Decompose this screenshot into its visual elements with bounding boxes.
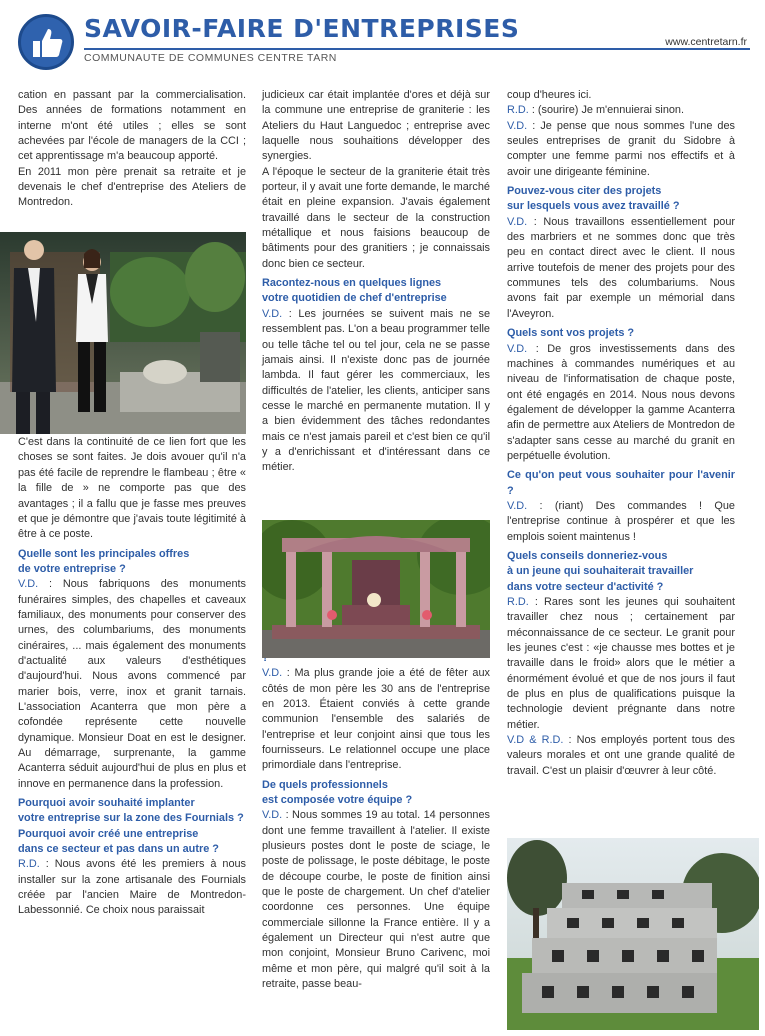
question: à un jeune qui souhaiterait travailler — [507, 565, 694, 578]
answer: V.D. : Nous fabriquons des monuments funéraires simples, des chapelles et caveaux familiaux, des monuments pour conserver des urnes, des columbariums, des monuments cinéraires, ... mais également des monuments d'actualité aux valeurs d'esthétiques d'aujourd'hui. Nous avons commencé par marier bois, verre, inox et granit tarnais. L'association Acanterra que mon père a cofondée représente cette nouvelle dynamique. Monsieur Doat en est le designer. Au démarrage, surprenante, la gamme Acanterra séduit aujourd'hui de plus en plus et innove en permanence dans la profession. — [18, 578, 246, 790]
question: de votre entreprise ? — [18, 562, 126, 575]
website-link[interactable]: www.centretarn.fr — [665, 36, 747, 48]
paragraph: A l'époque le secteur de la graniterie était très porteur, il y avait une forte demande, le marché était en pleine expansion. J'avais également travaillé dans le secteur de la construction métallique et nous faisions beaucoup de bâtiments pour des granitiers ; je connaissais donc bien ce secteur. — [262, 165, 490, 270]
answer: R.D. : Rares sont les jeunes qui souhaitent travailler chez nous ; certainement par méconnaissance de ce secteur. Le granit pour les jeunes c'est : «je chausse mes bottes et je travaille dans le froid» alors que le métier a énormément évolué et que de nos jours il faut de plus en plus de qualifications puisque la technologie devient prégnante dans notre métier. — [507, 596, 735, 731]
speaker: V.D. — [262, 809, 283, 822]
question: votre entreprise sur la zone des Fournials ? — [18, 812, 244, 825]
answer: V.D & R.D. : Nos employés portent tous des valeurs morales et ont une grande qualité de travail. C'est un plaisir d'œuvrer à leur côté. — [507, 734, 735, 777]
question: Racontez-nous en quelques lignes — [262, 277, 442, 290]
thumbs-up-icon — [29, 25, 65, 61]
answer: V.D. : Nous sommes 19 au total. 14 personnes dont une femme travaillent à l'atelier. Il existe plusieurs postes dont le poste de sciage, le poste de polissage, le poste débitage, le poste de découpe courbe, le poste de finition ainsi que le poste de chargement. Un chef d'atelier coordonne ces personnes. Une équipe commerciale sillonne la France entière. Il y a également un Directeur qui n'est autre que mon conjoint, Monsieur Bruno Carivenc, moi même et mon père, qui malgré qu'il soit à la retraite, passe beau- — [262, 809, 490, 991]
answer: V.D. : Ma plus grande joie a été de fêter aux côtés de mon père les 30 ans de l'entreprise en 2013. Étaient conviés à cette grande communion l'ensemble des salariés de l'entreprise et leur conjoint ainsi que tous les fournisseurs. Le relationnel occupe une place primordiale dans l'entreprise. — [262, 667, 490, 772]
answer: R.D. : (sourire) Je m'ennuierai sinon. — [507, 104, 685, 117]
question: dans ce secteur et pas dans un autre ? — [18, 843, 219, 856]
paragraph: En 2011 mon père prenait sa retraite et je devenais le chef d'entreprise des Ateliers de Montredon. — [18, 165, 246, 209]
answer: V.D. : Les journées se suivent mais ne se ressemblent pas. L'on a beau programmer telle ou telle tâche tel ou tel jour, cela ne se passe jamais ainsi. Il n'existe donc pas de journée lambda. Il faut gérer les commerciaux, les difficultés de l'atelier, les clients, anticiper sans cesse le marché en permanente mutation. Il y a bien évidemment des tâches redondantes mais ce n'est jamais pareil et c'est bien ce qu'il y a d'enrichissant et d'intéressant dans ce métier. — [262, 307, 490, 474]
photo-monument-chapel — [262, 520, 490, 658]
column-1 — [18, 88, 246, 919]
speaker: V.D & R.D. — [507, 734, 564, 747]
question: Quelle sont les principales offres — [18, 547, 190, 560]
speaker: R.D. — [18, 858, 40, 871]
speaker: V.D. — [507, 215, 528, 228]
speaker: V.D. — [262, 307, 283, 320]
speaker: V.D. — [262, 667, 283, 680]
photo-columbarium — [507, 838, 759, 1030]
speaker: V.D. — [18, 578, 39, 591]
paragraph: judicieux car était implantée d'ores et déjà sur la commune une entreprise de graniterie : les Ateliers du Haut Languedoc ; entreprise avec laquelle nous souhaitions développer des synergies. — [262, 89, 490, 163]
question: Pourquoi avoir souhaité implanter — [18, 797, 195, 810]
page-header — [0, 0, 765, 90]
speaker: V.D. — [507, 342, 528, 355]
paragraph: coup d'heures ici. — [507, 89, 592, 101]
question: Ce qu'on peut vous souhaiter pour l'avenir ? — [507, 469, 735, 497]
section-title: SAVOIR-FAIRE D'ENTREPRISES — [84, 14, 520, 43]
question: Pourquoi avoir créé une entreprise — [18, 827, 199, 840]
column-3 — [507, 88, 735, 779]
question: Quels conseils donneriez-vous — [507, 549, 668, 562]
speaker: V.D. — [507, 119, 528, 132]
section-subtitle: COMMUNAUTE DE COMMUNES CENTRE TARN — [84, 52, 337, 64]
answer: V.D. : De gros investissements dans des machines à commandes numériques et au niveau de l'informatisation de chaque poste, ont été engagés en 2014. Nous nous devons également de développer la gamme Acanterra afin de permettre aux Ateliers de Montredon de s'adapter sans cesse au marché du granit en perpétuelle évolution. — [507, 342, 735, 462]
question: est composée votre équipe ? — [262, 794, 413, 807]
photo-trade-show — [0, 232, 246, 434]
question: votre quotidien de chef d'entreprise — [262, 292, 447, 305]
question: sur lesquels vous avez travaillé ? — [507, 200, 680, 213]
answer: V.D. : (riant) Des commandes ! Que l'entreprise continue à prospérer et que les emplois soient maintenus ! — [507, 499, 735, 543]
answer: V.D. : Je pense que nous sommes l'une des seules entreprises de granit du Sidobre à compter une femme parmi nos effectifs et à avoir une dirigeante féminine. — [507, 119, 735, 178]
question: Pouvez-vous citer des projets — [507, 185, 662, 198]
answer: R.D. : Nous avons été les premiers à nous installer sur la zone artisanale des Fournials créée par l'ancien Maire de Montredon-Labessonnié. Ce choix nous paraissait — [18, 858, 246, 917]
question: De quels professionnels — [262, 778, 388, 791]
answer: C'est dans la continuité de ce lien fort que les choses se sont faites. Je dois avouer qu'il n'a pas été facile de reprendre le flambeau ; être « la fille de » ne comporte pas que des avantages ; il a fallu que je fasse mes preuves et que je démontre que j'avais toute légitimité à être à ce poste. — [18, 420, 246, 543]
paragraph: cation en passant par la commercialisation. Des années de formations notamment en interne m'ont été utiles ; elles se sont achevées par l'école de managers de la CCI ; cet apprentissage m'a beaucoup apporté. — [18, 89, 246, 163]
speaker: R.D. — [507, 596, 529, 608]
logo — [18, 14, 74, 70]
speaker: V.D. — [507, 499, 528, 512]
title-rule — [84, 48, 750, 50]
answer: V.D. : Nous travaillons essentiellement pour des marbriers et ne sommes donc que très peu en contact direct avec le client. Il nous arrive toutefois de mener des projets pour des communes tels des columbariums. Nous avons fait par exemple un mémorial dans l'Aveyron. — [507, 215, 735, 320]
speaker: R.D. — [507, 104, 529, 117]
question: dans votre secteur d'activité ? — [507, 580, 664, 593]
question: Quels sont vos projets ? — [507, 327, 635, 340]
